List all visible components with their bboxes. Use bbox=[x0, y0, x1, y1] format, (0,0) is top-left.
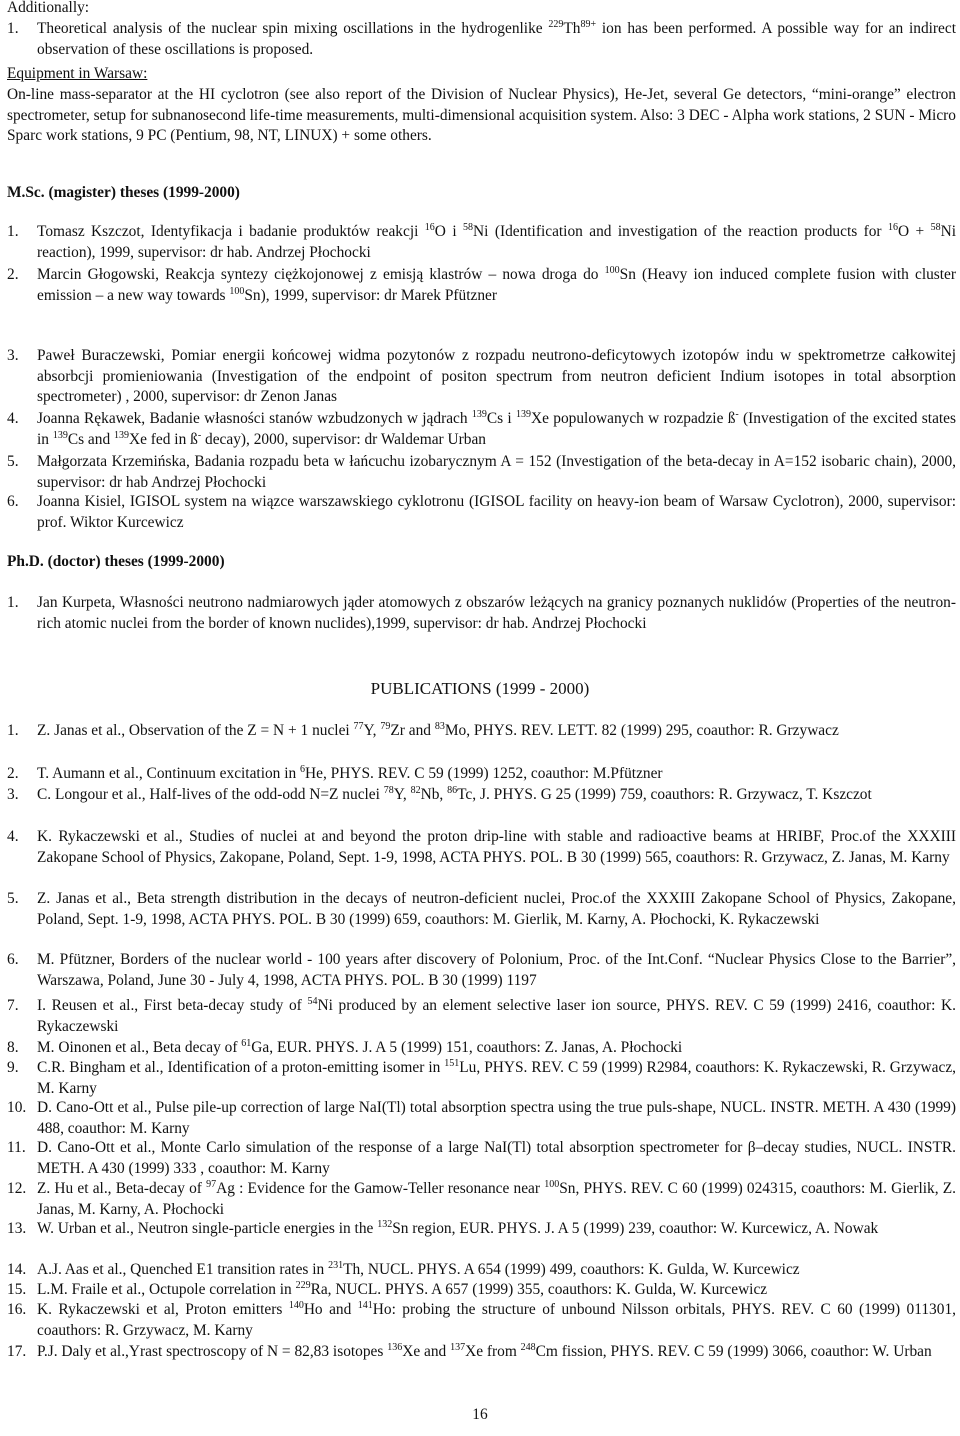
text-run: Cs i bbox=[486, 410, 517, 427]
list-number: 1. bbox=[7, 722, 19, 739]
text-run: Y, bbox=[393, 786, 411, 803]
list-number: 7. bbox=[7, 997, 19, 1014]
text-run: Lu, PHYS. REV. C 59 (1999) R2984, coauthors: K. Rykaczewski, R. Grzywacz, M. Karny bbox=[37, 1059, 956, 1097]
text-run: Ag : Evidence for the Gamow-Teller resonance near bbox=[216, 1180, 545, 1197]
text-run: Sn (Heavy ion induced complete fusion with cluster emission – a new way towards bbox=[37, 266, 957, 304]
text-run: Sn, PHYS. REV. C 60 (1999) 024315, coauthors: M. Gierlik, Z. Janas, M. Karny, A. Płochocki bbox=[37, 1180, 956, 1218]
text-run: Joanna Kisiel, IGISOL system na wiązce warszawskiego cyklotronu (IGISOL facility on heavy-ion beam of Warsaw Cyclotron), 2000, supervisor: prof. Wiktor Kurcewicz bbox=[37, 493, 956, 531]
publication-item bbox=[7, 1098, 956, 1139]
text-run: Xe and bbox=[402, 1343, 451, 1360]
superscript: 61 bbox=[241, 1038, 252, 1049]
superscript: 82 bbox=[410, 785, 421, 796]
superscript: 151 bbox=[444, 1058, 460, 1069]
text-run: Xe fed in ß bbox=[129, 430, 198, 448]
text-run: K. Rykaczewski et al, Proton emitters bbox=[37, 1301, 289, 1318]
text-run: W. Urban et al., Neutron single-particle energies in the bbox=[37, 1220, 378, 1237]
text-run: K. Rykaczewski et al., Studies of nuclei at and beyond the proton drip-line with stable and radioactive beams at HRIBF, Proc.of the XXXIII Zakopane School of Physics, Zakopane, Poland, Sept. 1-9, 1998, ACTA PHYS. POL. B 30 (1999) 565, coauthors: R. Grzywacz, Z. Janas, M. Karny bbox=[37, 828, 956, 866]
text-run: Jan Kurpeta, Własności neutrono nadmiarowych jąder atomowych z obszarów leżących na granicy poznanych nuklidów (Properties of the neutron-rich atomic nuclei from the border of known nuclides),1999, supervisor: dr hab. Andrzej Płochocki bbox=[37, 594, 956, 632]
text-run: Cs and bbox=[67, 430, 115, 448]
msc-heading: M.Sc. (magister) theses (1999-2000) bbox=[7, 184, 240, 201]
publication-item bbox=[7, 764, 956, 785]
superscript: 97 bbox=[206, 1179, 217, 1190]
text-run: Ho: probing the structure of unbound Nilsson orbitals, PHYS. REV. C 60 (1999) 011301, coauthors: R. Grzywacz, M. Karny bbox=[37, 1301, 956, 1339]
text-run: Joanna Rękawek, Badanie własności stanów wzbudzonych w jądrach bbox=[37, 410, 472, 427]
publication-item bbox=[7, 1280, 956, 1301]
publication-item bbox=[7, 827, 956, 868]
text-run: Mo, PHYS. REV. LETT. 82 (1999) 295, coauthor: R. Grzywacz bbox=[444, 722, 839, 739]
list-number: 2. bbox=[7, 765, 19, 782]
equipment-label: Equipment in Warsaw: bbox=[7, 65, 148, 82]
text-run: Sn region, EUR. PHYS. J. A 5 (1999) 239, coauthor: W. Kurcewicz, A. Nowak bbox=[392, 1220, 879, 1237]
list-number: 1. bbox=[7, 223, 19, 240]
list-number: 1. bbox=[7, 20, 19, 37]
publication-item bbox=[7, 1219, 956, 1240]
text-run: Cm fission, PHYS. REV. C 59 (1999) 3066, coauthor: W. Urban bbox=[535, 1343, 932, 1360]
list-number: 16. bbox=[7, 1301, 27, 1318]
list-number: 9. bbox=[7, 1059, 19, 1076]
list-number: 6. bbox=[7, 493, 19, 510]
text-run: Ni (Identification and investigation of the reaction products for bbox=[473, 223, 888, 240]
msc-thesis-item bbox=[7, 452, 956, 493]
text-run: Y, bbox=[363, 722, 381, 739]
superscript: - bbox=[197, 429, 202, 441]
text-run: I. Reusen et al., First beta-decay study of bbox=[37, 997, 308, 1014]
page-number: 16 bbox=[472, 1406, 488, 1423]
superscript: 58 bbox=[463, 222, 474, 233]
text-run: T. Aumann et al., Continuum excitation in bbox=[37, 765, 301, 782]
additionally-item-1 bbox=[7, 19, 956, 60]
list-number: 11. bbox=[7, 1139, 26, 1156]
additionally-label: Additionally: bbox=[7, 0, 90, 16]
list-number: 5. bbox=[7, 453, 19, 470]
text-run: D. Cano-Ott et al., Pulse pile-up correction of large NaI(Tl) total absorption spectra using the true puls-shape, NUCL. INSTR. METH. A 430 (1999) 488, coauthor: M. Karny bbox=[37, 1099, 956, 1137]
publication-item bbox=[7, 889, 956, 930]
text-run: Tc, J. PHYS. G 25 (1999) 759, coauthors: R. Grzywacz, T. Kszczot bbox=[457, 786, 872, 803]
publications-heading: PUBLICATIONS (1999 - 2000) bbox=[370, 679, 590, 698]
text-run: Ni produced by an element selective laser ion source, PHYS. REV. C 59 (1999) 2416, coauthor: K. Rykaczewski bbox=[37, 997, 956, 1035]
text-run: Ho and bbox=[303, 1301, 358, 1318]
text-run: D. Cano-Ott et al., Monte Carlo simulation of the response of a large NaI(Tl) total absorption spectrometer for β–decay studies, NUCL. INSTR. METH. A 430 (1999) 333 , coauthor: M. Karny bbox=[37, 1139, 956, 1177]
text-run: Ra, NUCL. PHYS. A 657 (1999) 355, coauthors: K. Gulda, W. Kurcewicz bbox=[310, 1281, 768, 1298]
text-run: L.M. Fraile et al., Octupole correlation in bbox=[37, 1281, 296, 1298]
superscript: 132 bbox=[377, 1219, 393, 1230]
superscript: 16 bbox=[887, 222, 898, 233]
list-number: 13. bbox=[7, 1220, 27, 1237]
superscript: 139 bbox=[471, 409, 487, 420]
list-number: 17. bbox=[7, 1343, 27, 1360]
text-run: Z. Janas et al., Observation of the Z = N + 1 nuclei bbox=[37, 722, 354, 739]
superscript: 248 bbox=[520, 1342, 536, 1353]
publication-item bbox=[7, 1342, 956, 1363]
publication-item bbox=[7, 721, 956, 742]
superscript: 83 bbox=[434, 721, 445, 732]
publication-item bbox=[7, 1138, 956, 1179]
text-run: O + bbox=[897, 223, 931, 240]
text-run: Theoretical analysis of the nuclear spin mixing oscillations in the hydrogenlike bbox=[37, 20, 549, 37]
list-number: 12. bbox=[7, 1180, 27, 1197]
text-run: Tomasz Kszczot, Identyfikacja i badanie produktów reakcji bbox=[37, 223, 425, 240]
publication-item bbox=[7, 1038, 956, 1059]
list-number: 4. bbox=[7, 410, 19, 427]
superscript: 78 bbox=[383, 785, 394, 796]
text-run: He, PHYS. REV. C 59 (1999) 1252, coauthor: M.Pfützner bbox=[305, 765, 663, 782]
superscript: 137 bbox=[450, 1342, 466, 1353]
superscript: 100 bbox=[544, 1179, 560, 1190]
superscript: 136 bbox=[387, 1342, 403, 1353]
superscript: 139 bbox=[516, 409, 532, 420]
superscript: 229 bbox=[548, 19, 564, 30]
publication-item bbox=[7, 1300, 956, 1341]
phd-heading: Ph.D. (doctor) theses (1999-2000) bbox=[7, 553, 225, 570]
text-run: C.R. Bingham et al., Identification of a proton-emitting isomer in bbox=[37, 1059, 445, 1076]
list-number: 15. bbox=[7, 1281, 27, 1298]
text-run: Ni reaction), 1999, supervisor: dr hab. Andrzej Płochocki bbox=[37, 223, 957, 261]
list-number: 3. bbox=[7, 786, 19, 803]
publication-item bbox=[7, 1260, 956, 1281]
superscript: - bbox=[735, 409, 739, 420]
superscript: 229 bbox=[295, 1280, 311, 1291]
text-run: Ga, EUR. PHYS. J. A 5 (1999) 151, coauthors: Z. Janas, A. Płochocki bbox=[251, 1039, 683, 1056]
superscript: 139 bbox=[52, 429, 68, 441]
list-number: 2. bbox=[7, 266, 19, 283]
text-run: Z. Janas et al., Beta strength distribution in the decays of neutron-deficient nuclei, Proc.of the XXXIII Zakopane School of Physics, Zakopane, Poland, Sept. 1-9, 1998, ACTA PHYS. POL. B 30 (1999) 659, coauthors: M. Gierlik, M. Karny, A. Płochocki, K. Rykaczewski bbox=[37, 890, 956, 928]
msc-thesis-item bbox=[7, 492, 956, 533]
text-run: M. Oinonen et al., Beta decay of bbox=[37, 1039, 242, 1056]
list-number: 1. bbox=[7, 594, 19, 611]
superscript: 89+ bbox=[580, 19, 597, 30]
equipment-text: On-line mass-separator at the HI cyclotron (see also report of the Division of Nuclear Physics), He-Jet, several Ge detectors, “mini-orange” electron spectrometer, setup for subnanosecond life-time measurements, multi-dimensional acquisition system. Also: 3 DEC - Alpha work stations, 2 SUN - Micro Sparc work stations, 9 PC (Pentium, 98, NT, LINUX) + some others. bbox=[7, 86, 956, 145]
list-number: 6. bbox=[7, 951, 19, 968]
publication-item bbox=[7, 950, 956, 991]
publication-item bbox=[7, 785, 956, 806]
superscript: 79 bbox=[380, 721, 391, 732]
text-run: Małgorzata Krzemińska, Badania rozpadu beta w łańcuchu izobarycznym A = 152 (Investigation of the beta-decay in A=152 isobaric chain), 2000, supervisor: dr hab Andrzej Płochocki bbox=[37, 453, 956, 491]
msc-thesis-item bbox=[7, 222, 956, 263]
text-run: decay), 2000, supervisor: dr Waldemar Urban bbox=[201, 430, 486, 448]
text-run: C. Longour et al., Half-lives of the odd-odd N=Z nuclei bbox=[37, 786, 384, 803]
superscript: 140 bbox=[288, 1300, 304, 1311]
text-run: Zr and bbox=[390, 722, 435, 739]
superscript: 86 bbox=[447, 785, 458, 796]
text-run: (Investigation of the excited states in bbox=[37, 410, 956, 448]
superscript: 231 bbox=[328, 1260, 344, 1271]
publication-item bbox=[7, 996, 956, 1037]
text-run: O i bbox=[434, 223, 464, 240]
text-run: Marcin Głogowski, Reakcja syntezy ciężkojonowej z emisją klastrów – nowa droga do bbox=[37, 266, 605, 283]
msc-thesis-item bbox=[7, 265, 956, 306]
superscript: 58 bbox=[930, 222, 941, 233]
text-run: Sn), 1999, supervisor: dr Marek Pfützner bbox=[244, 286, 497, 304]
list-number: 8. bbox=[7, 1039, 19, 1056]
superscript: 139 bbox=[114, 429, 130, 441]
msc-thesis-item bbox=[7, 409, 956, 450]
superscript: 141 bbox=[357, 1300, 373, 1311]
superscript: 100 bbox=[229, 285, 245, 297]
list-number: 14. bbox=[7, 1261, 27, 1278]
superscript: 6 bbox=[300, 764, 306, 775]
text-run: Xe populowanych w rozpadzie ß bbox=[531, 410, 736, 427]
text-run: Xe from bbox=[465, 1343, 521, 1360]
list-number: 3. bbox=[7, 347, 19, 364]
publication-item bbox=[7, 1058, 956, 1099]
publication-item bbox=[7, 1179, 956, 1220]
superscript: 100 bbox=[604, 265, 620, 276]
list-number: 4. bbox=[7, 828, 19, 845]
text-run: P.J. Daly et al.,Yrast spectroscopy of N = 82,83 isotopes bbox=[37, 1343, 388, 1360]
list-number: 5. bbox=[7, 890, 19, 907]
text-run: Z. Hu et al., Beta-decay of bbox=[37, 1180, 207, 1197]
msc-thesis-item bbox=[7, 346, 956, 408]
superscript: 54 bbox=[307, 996, 318, 1007]
phd-thesis-item bbox=[7, 593, 956, 634]
text-run: A.J. Aas et al., Quenched E1 transition rates in bbox=[37, 1261, 329, 1278]
superscript: 16 bbox=[424, 222, 435, 233]
text-run: Th bbox=[563, 20, 581, 37]
text-run: Nb, bbox=[420, 786, 448, 803]
list-number: 10. bbox=[7, 1099, 27, 1116]
text-run: ion has been performed. A possible way for an indirect observation of these oscillations is proposed. bbox=[37, 20, 956, 58]
text-run: Paweł Buraczewski, Pomiar energii końcowej widma pozytonów z rozpadu neutrono-deficytowych izotopów indu w spektrometrze całkowitej absorbcji promieniowania (Investigation of the endpoint of positon spectrum from neutron deficient Indium isotopes in total absorption spectrometer) , 2000, supervisor: dr Zenon Janas bbox=[37, 347, 956, 406]
text-run: Th, NUCL. PHYS. A 654 (1999) 499, coauthors: K. Gulda, W. Kurcewicz bbox=[343, 1261, 800, 1278]
superscript: 77 bbox=[353, 721, 364, 732]
text-run: M. Pfützner, Borders of the nuclear world - 100 years after discovery of Polonium, Proc. of the Int.Conf. “Nuclear Physics Close to the Barrier”, Warszawa, Poland, June 30 - July 4, 1998, ACTA PHYS. POL. B 30 (1999) 1197 bbox=[37, 951, 956, 989]
